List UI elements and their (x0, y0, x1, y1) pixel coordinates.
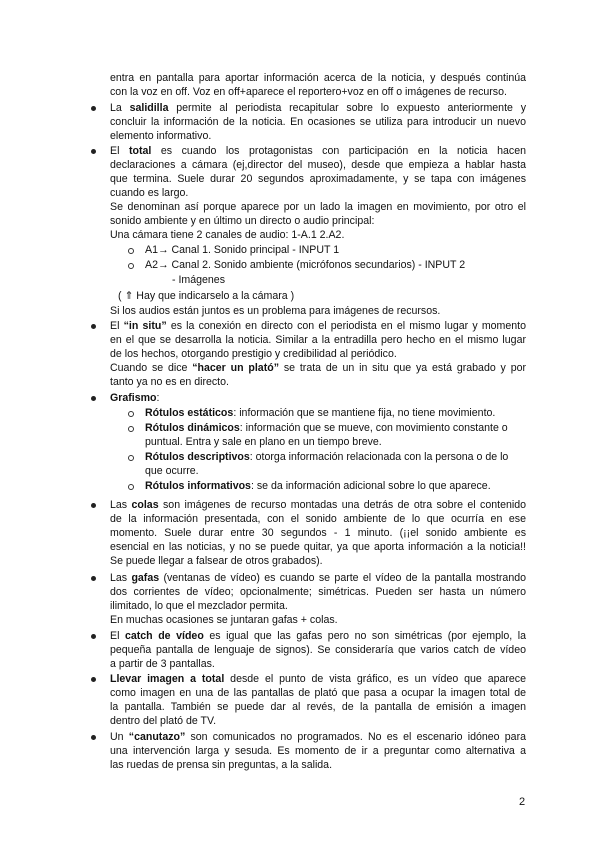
body-text: una intervención larga y sesuda. Es momento de ir a preguntar como alternativa a (110, 745, 526, 757)
llevar-line: Llevar imagen a total desde el punto de vista gráfico, es un vídeo que aparece (110, 673, 526, 685)
rotulo-item: Rótulos informativos: se da información adicional sobre lo que aparece. (145, 480, 491, 492)
circle-bullet-icon (128, 248, 134, 254)
body-text: tanto ya no es en directo. (110, 376, 229, 388)
bullet-icon (91, 677, 96, 682)
sub-item: - Imágenes (172, 274, 225, 286)
salidilla-line: La salidilla permite al periodista recapitular sobre lo expuesto anteriormente y (110, 102, 527, 114)
body-text: en el que se desarrolla la noticia. Similar a la entradilla pero hecho en el mismo lugar (110, 334, 526, 346)
body-text: cuando es largo. (110, 187, 189, 199)
bullet-icon (91, 324, 96, 329)
body-text: Se puede llegar a falsear de otros grabados). (110, 555, 323, 567)
circle-bullet-icon (128, 263, 134, 269)
rotulo-item: Rótulos descriptivos: otorga información relacionada con la persona o de lo (145, 451, 509, 463)
bullet-icon (91, 735, 96, 740)
catch-line: El catch de vídeo es igual que las gafas pero no son simétricas (por ejemplo, la (110, 630, 526, 642)
bullet-icon (91, 106, 96, 111)
body-text: Cuando se dice “hacer un plató” se trata de un in situ que ya está grabado y por (110, 362, 526, 374)
body-text: ilimitado, lo que el mezclador permita. (110, 600, 288, 612)
body-text: Una cámara tiene 2 canales de audio: 1-A.1 2.A2. (110, 229, 345, 241)
body-text: declaraciones a cámara (ej,director del museo), desde que empieza a hablar hasta (110, 159, 526, 171)
body-text: las ruedas de prensa sin preguntas, a la salida. (110, 759, 333, 771)
bullet-icon (91, 396, 96, 401)
circle-bullet-icon (128, 455, 134, 461)
body-text: a partir de 3 pantallas. (110, 658, 215, 670)
sub-item: A2→ Canal 2. Sonido ambiente (micrófonos secundarios) - INPUT 2 (145, 259, 466, 271)
circle-bullet-icon (128, 426, 134, 432)
gafas-line: Las gafas (ventanas de vídeo) es cuando se parte el vídeo de la pantalla mostrando (110, 572, 526, 584)
bullet-icon (91, 149, 96, 154)
body-text: que termina. Suele durar 20 segundos aproximadamente, y se tapa con imágenes (110, 173, 526, 185)
rotulo-item: Rótulos dinámicos: información que se mueve, con movimiento constante o (145, 422, 508, 434)
total-line: El total es cuando los protagonistas con participación en la noticia hacen (110, 145, 526, 157)
body-text: dos corrientes de vídeo; opcionalmente; simétricas. Pueden ser hasta un número (110, 586, 526, 598)
colas-line: Las colas son imágenes de recurso montadas una detrás de otra sobre el contenido (110, 499, 527, 511)
body-text: puntual. Entra y sale en plano en un tiempo breve. (145, 436, 382, 448)
body-text: pequeña pantalla de lenguaje de signos). Se consideraría que varios catch de vídeo (110, 644, 526, 656)
insitu-line: El “in situ” es la conexión en directo con el periodista en el mismo lugar y momento (110, 320, 526, 332)
body-text: esencial en las noticias, y no se puede quitar, ya que aporta información a la noticia!! (110, 541, 526, 553)
body-text: momento. Suele durar entre 30 segundos - 1 minuto. (¡¡el sonido ambiente es (110, 527, 526, 539)
grafismo-heading: Grafismo: (110, 392, 160, 404)
page-number: 2 (519, 796, 526, 808)
circle-bullet-icon (128, 484, 134, 490)
body-text: En muchas ocasiones se juntaran gafas + colas. (110, 614, 338, 626)
body-text: la pantalla. También se puede dar al revés, de la pantalla de emisión a imagen (110, 701, 526, 713)
body-text: sonido ambiente y en último un directo o audio principal: (110, 215, 375, 227)
body-text: Si los audios están juntos es un problema para imágenes de recursos. (110, 305, 441, 317)
body-text: entra en pantalla para aportar información acerca de la noticia, y después continúa (110, 72, 526, 84)
rotulo-item: Rótulos estáticos: información que se mantiene fija, no tiene movimiento. (145, 407, 496, 419)
bullet-icon (91, 634, 96, 639)
body-text: de los hechos, otorgando prestigio y credibilidad al periódico. (110, 348, 397, 360)
body-text: elemento informativo. (110, 130, 212, 142)
body-text: con la voz en off. Voz en off+aparece el reportero+voz en off o imágenes de recurso. (110, 86, 507, 98)
sub-item: A1→ Canal 1. Sonido principal - INPUT 1 (145, 244, 340, 256)
body-text: que ocurre. (145, 465, 199, 477)
canutazo-line: Un “canutazo” son comunicados no programados. No es el escenario idóneo para (110, 731, 526, 743)
note-text: ( ⇑ Hay que indicarselo a la cámara ) (118, 290, 295, 302)
circle-bullet-icon (128, 411, 134, 417)
body-text: dentro del plató de TV. (110, 715, 217, 727)
body-text: Se denominan así porque aparece por un lado la imagen en movimiento, por otro el (110, 201, 526, 213)
bullet-icon (91, 503, 96, 508)
body-text: como imagen en una de las pantallas de plató que pasa a ocupar la imagen total de (110, 687, 526, 699)
body-text: concluir la información de la noticia. En ocasiones se utiliza para introducir un nuevo (110, 116, 526, 128)
body-text: de la información presentada, con el sonido ambiente de lo que ocurría en ese (110, 513, 526, 525)
bullet-icon (91, 576, 96, 581)
